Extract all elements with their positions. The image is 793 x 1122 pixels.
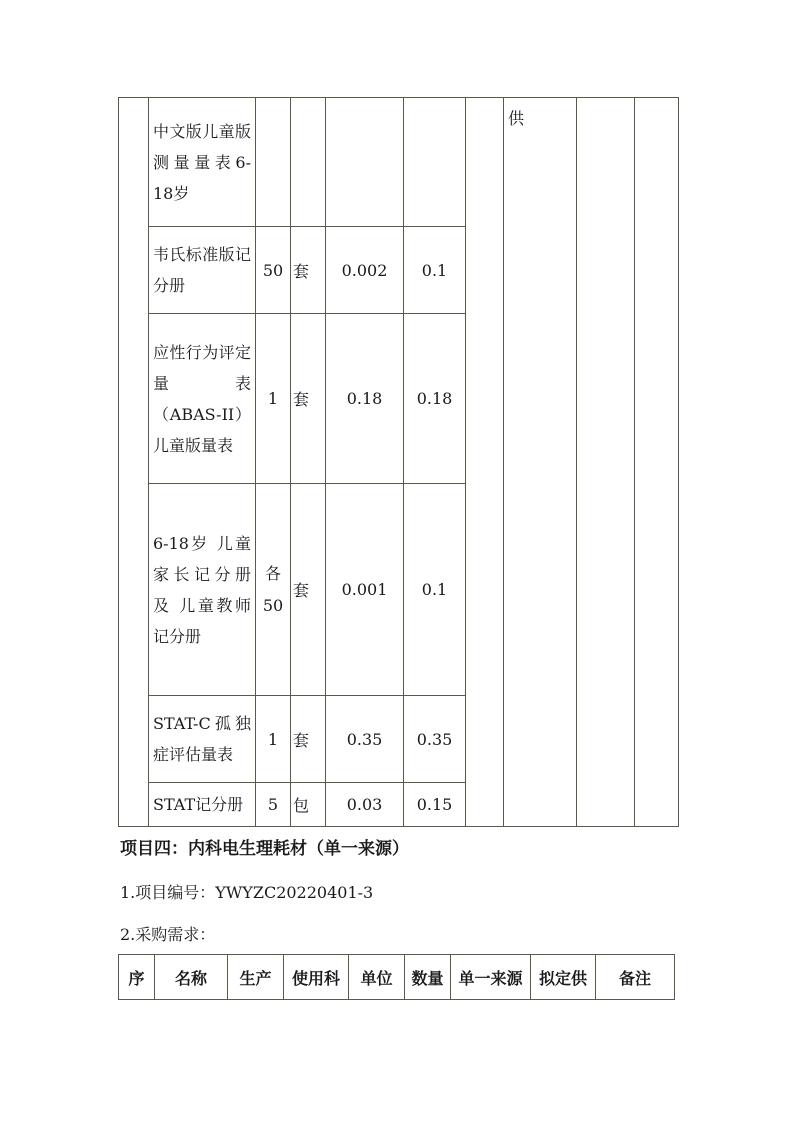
empty-cell bbox=[577, 98, 635, 827]
requirements-table bbox=[118, 954, 675, 1000]
supplier-cell: 供 bbox=[504, 98, 577, 827]
item-total: 0.1 bbox=[404, 484, 466, 696]
item-qty: 1 bbox=[256, 314, 291, 484]
item-name: 中文版儿童版测量量表6-18岁 bbox=[149, 98, 256, 227]
empty-cell bbox=[466, 98, 504, 827]
header-name: 名称 bbox=[155, 955, 228, 1000]
item-price: 0.18 bbox=[326, 314, 404, 484]
items-table bbox=[118, 97, 679, 827]
item-name: 6-18岁 儿童家长记分册 及 儿童教师记分册 bbox=[149, 484, 256, 696]
item-unit: 套 bbox=[291, 227, 326, 314]
item-total bbox=[404, 98, 466, 227]
section-heading: 项目四：内科电生理耗材（单一来源） bbox=[120, 839, 409, 859]
project-number: 1.项目编号：YWYZC20220401-3 bbox=[120, 883, 374, 902]
header-single-source: 单一来源 bbox=[451, 955, 531, 1000]
item-unit: 包 bbox=[291, 783, 326, 827]
item-name: STAT-C孤独症评估量表 bbox=[149, 696, 256, 783]
item-name: 韦氏标准版记分册 bbox=[149, 227, 256, 314]
header-index: 序 bbox=[119, 955, 155, 1000]
header-department: 使用科 bbox=[284, 955, 349, 1000]
item-price: 0.001 bbox=[326, 484, 404, 696]
item-qty bbox=[256, 98, 291, 227]
item-price: 0.35 bbox=[326, 696, 404, 783]
item-name: STAT记分册 bbox=[149, 783, 256, 827]
header-quantity: 数量 bbox=[405, 955, 451, 1000]
item-unit: 套 bbox=[291, 314, 326, 484]
empty-cell bbox=[635, 98, 679, 827]
item-qty: 各50 bbox=[256, 484, 291, 696]
item-qty: 1 bbox=[256, 696, 291, 783]
table-header-row bbox=[119, 955, 675, 1000]
item-total: 0.18 bbox=[404, 314, 466, 484]
table-row bbox=[119, 98, 679, 227]
item-qty: 5 bbox=[256, 783, 291, 827]
item-total: 0.1 bbox=[404, 227, 466, 314]
header-proposed-supplier: 拟定供 bbox=[531, 955, 596, 1000]
item-price: 0.03 bbox=[326, 783, 404, 827]
item-name: 应性行为评定量表（ABAS-II）儿童版量表 bbox=[149, 314, 256, 484]
item-qty: 50 bbox=[256, 227, 291, 314]
item-total: 0.15 bbox=[404, 783, 466, 827]
index-cell bbox=[119, 98, 149, 827]
item-total: 0.35 bbox=[404, 696, 466, 783]
item-unit: 套 bbox=[291, 696, 326, 783]
item-unit: 套 bbox=[291, 484, 326, 696]
item-price: 0.002 bbox=[326, 227, 404, 314]
item-unit bbox=[291, 98, 326, 227]
header-unit: 单位 bbox=[349, 955, 405, 1000]
item-price bbox=[326, 98, 404, 227]
header-manufacturer: 生产 bbox=[228, 955, 284, 1000]
header-remarks: 备注 bbox=[596, 955, 675, 1000]
procurement-requirement: 2.采购需求： bbox=[120, 925, 216, 944]
